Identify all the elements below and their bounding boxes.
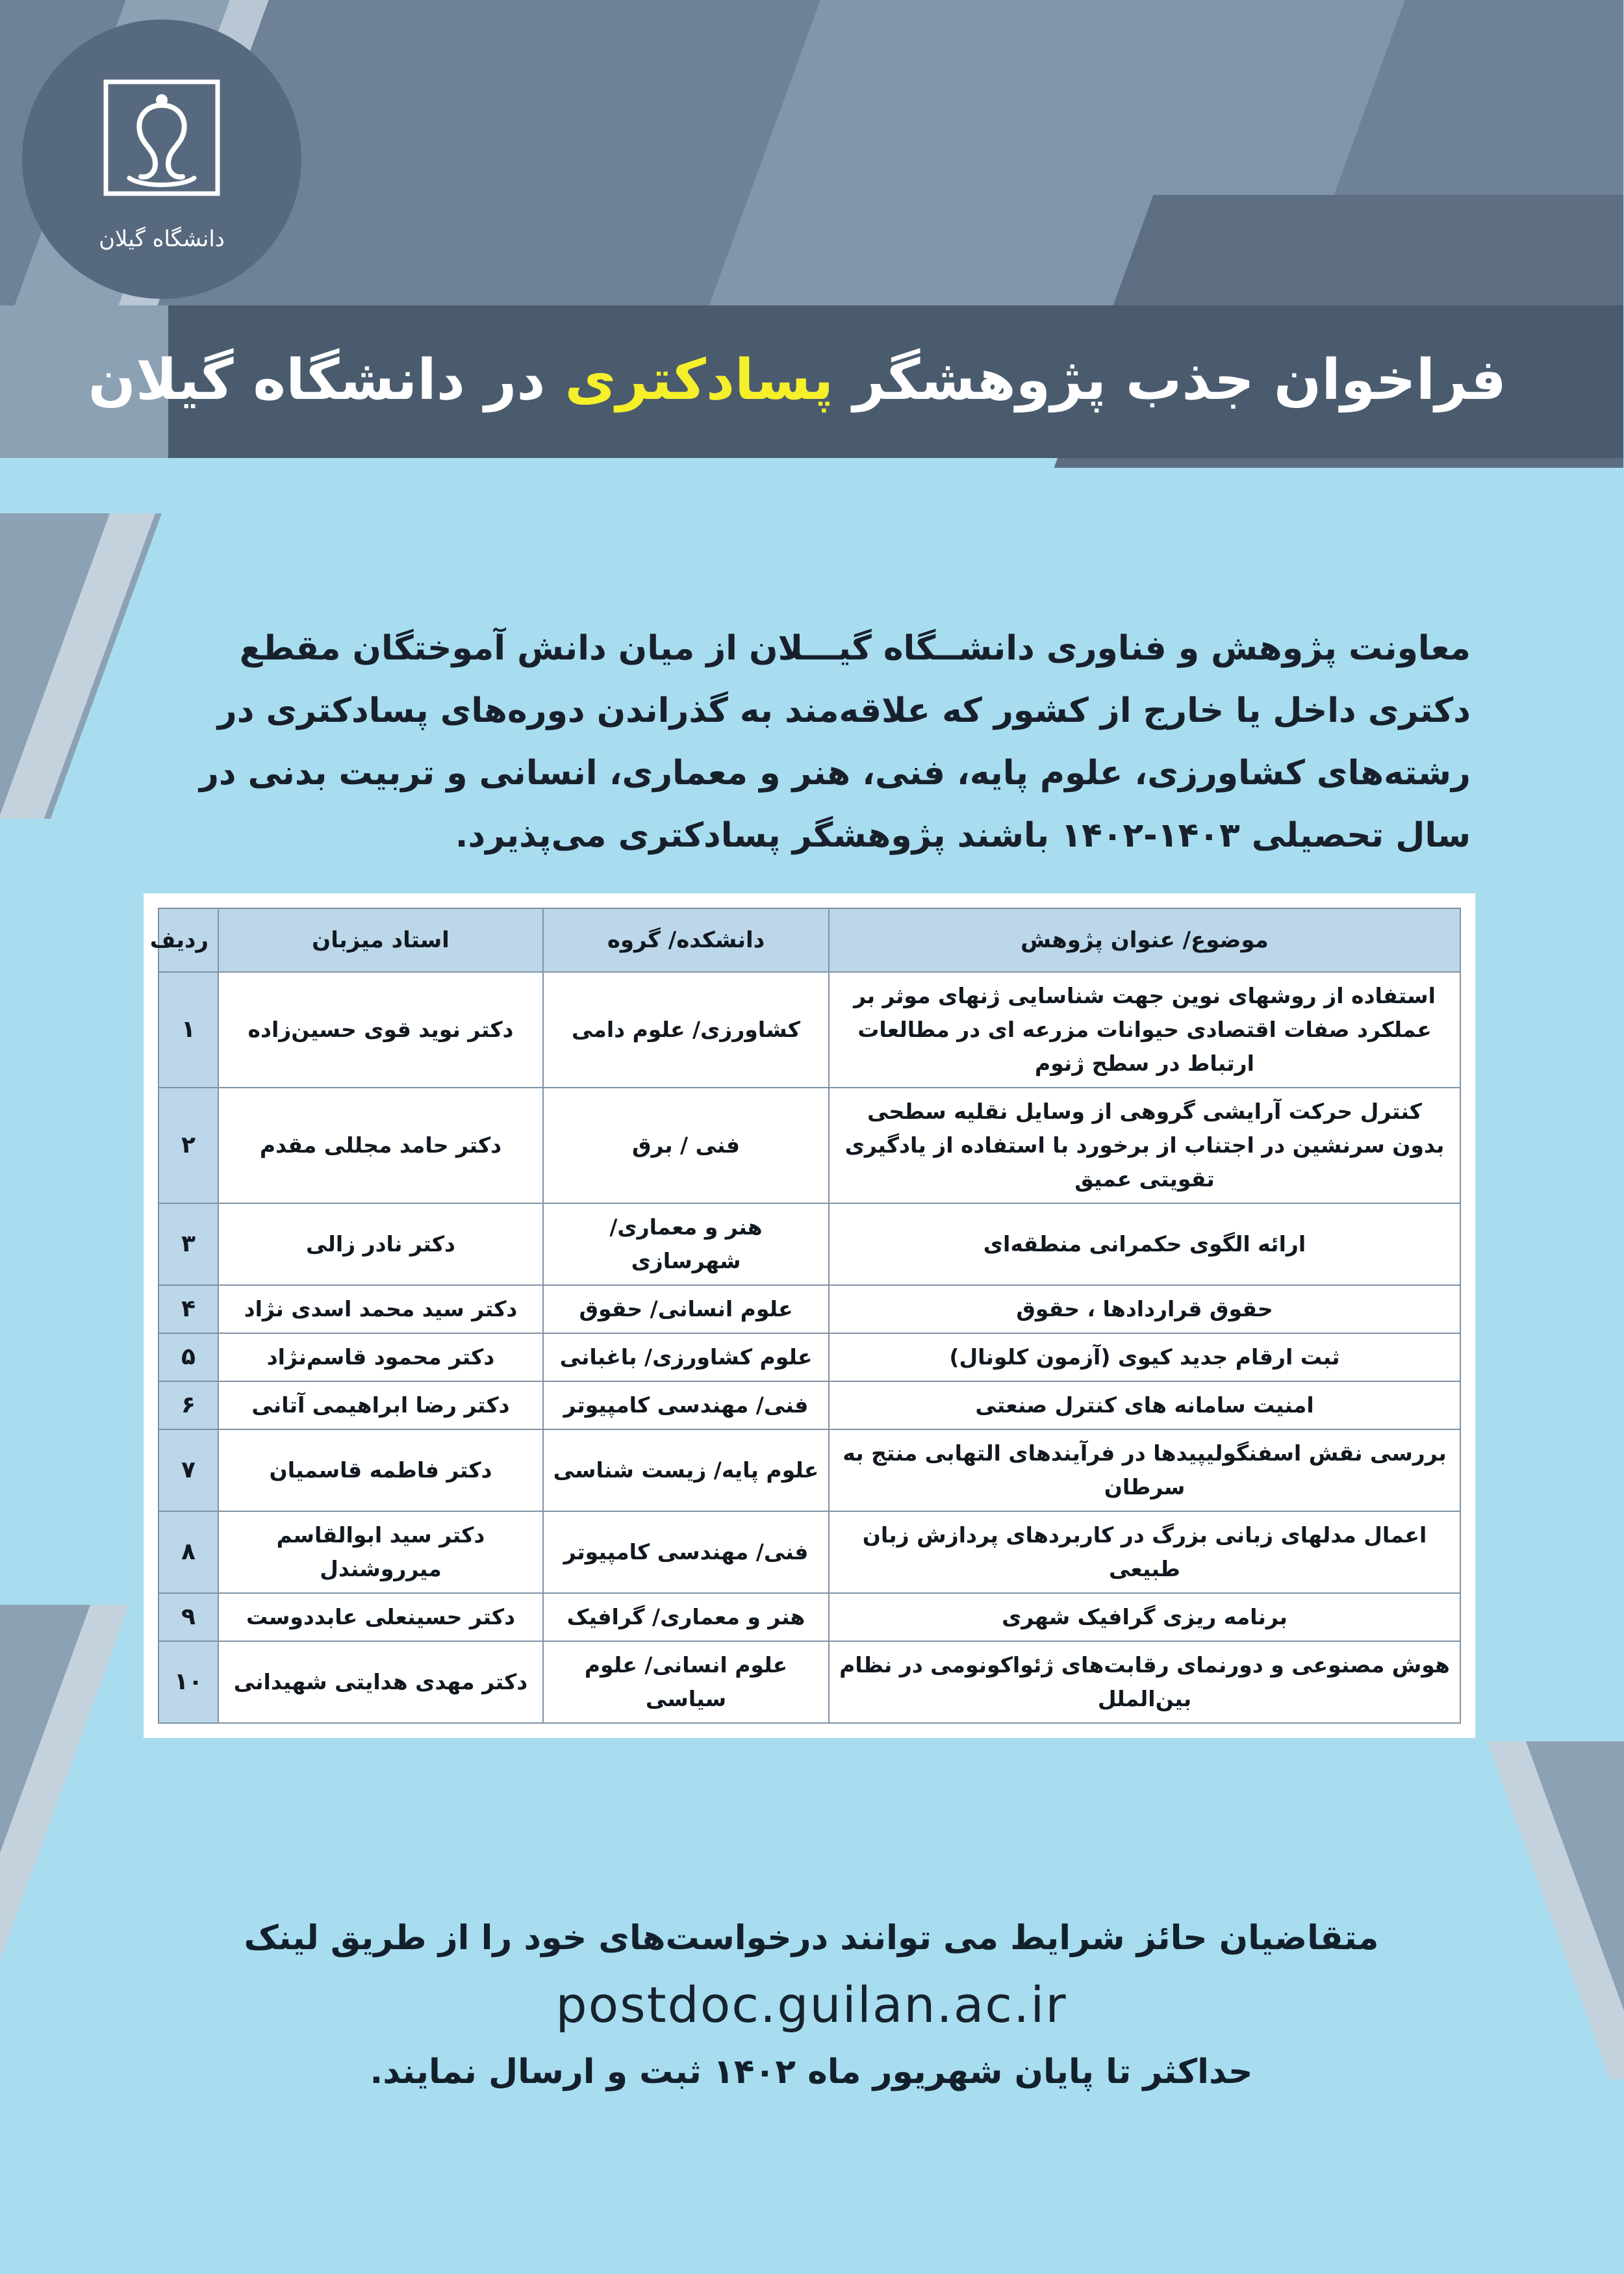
application-link[interactable]: postdoc.guilan.ac.ir — [556, 1976, 1068, 2034]
page-title-accent: پسادکتری — [565, 348, 835, 413]
cell-faculty: علوم پایه/ زیست شناسی — [544, 1429, 830, 1511]
column-header-host: استاد میزبان — [219, 908, 544, 972]
footer-deadline-line: حداکثر تا پایان شهریور ماه ۱۴۰۲ ثبت و ارسال نمایند. — [370, 2052, 1254, 2091]
positions-table — [150, 908, 1462, 1724]
cell-topic: اعمال مدلهای زبانی بزرگ در کاربردهای پردازش زبان طبیعی — [830, 1511, 1461, 1593]
footer — [0, 1910, 1624, 2100]
table-row — [159, 1429, 1461, 1511]
page-title-part-1: فراخوان جذب پژوهشگر — [854, 348, 1507, 413]
cell-host: دکتر نادر زالی — [219, 1203, 544, 1285]
table-row — [159, 1285, 1461, 1333]
cell-index: ۴ — [159, 1285, 219, 1333]
cell-host: دکتر محمود قاسم‌نژاد — [219, 1333, 544, 1381]
page-title-part-2: در دانشگاه گیلان — [88, 348, 546, 413]
table-header — [150, 908, 1461, 972]
cell-host: دکتر سید محمد اسدی نژاد — [219, 1285, 544, 1333]
cell-faculty: فنی/ مهندسی کامپیوتر — [544, 1381, 830, 1429]
cell-host: دکتر فاطمه قاسمیان — [219, 1429, 544, 1511]
table-row — [159, 1641, 1461, 1723]
table-header-row — [159, 908, 1461, 972]
cell-faculty: هنر و معماری/ شهرسازی — [544, 1203, 830, 1285]
table-row — [159, 972, 1461, 1088]
cell-faculty: علوم کشاورزی/ باغبانی — [544, 1333, 830, 1381]
cell-index: ۲ — [159, 1088, 219, 1203]
cell-index: ۷ — [159, 1429, 219, 1511]
cell-host: دکتر رضا ابراهیمی آتانی — [219, 1381, 544, 1429]
cell-index: ۸ — [159, 1511, 219, 1593]
table-row — [159, 1203, 1461, 1285]
table-row — [159, 1511, 1461, 1593]
cell-topic: استفاده از روشهای نوین جهت شناسایی ژنهای موثر بر عملکرد صفات اقتصادی حیوانات مزرعه ای در مطالعات ارتباط در سطح ژنوم — [830, 972, 1461, 1088]
cell-faculty: کشاورزی/ علوم دامی — [544, 972, 830, 1088]
footer-instruction-line: متقاضیان حائز شرایط می توانند درخواست‌های خود را از طریق لینک — [244, 1919, 1380, 1958]
cell-topic: امنیت سامانه های کنترل صنعتی — [830, 1381, 1461, 1429]
cell-index: ۹ — [159, 1593, 219, 1641]
intro-paragraph: معاونت پژوهش و فناوری دانشــگاه گیـــلان از میان دانش آموختگان مقطع دکتری داخل یا خارج از کشور که علاقه‌مند به گذراندن دوره‌های پسادکتری در رشته‌های کشاورزی، علوم پایه، فنی، هنر و معماری، انسانی و تربیت بدنی در سال تحصیلی ۱۴۰۳-۱۴۰۲ باشند پژوهشگر پسادکتری می‌پذیرد. — [199, 629, 1471, 855]
logo-caption: دانشگاه گیلان — [99, 226, 225, 252]
column-header-topic: موضوع/ عنوان پژوهش — [830, 908, 1461, 972]
table-row — [159, 1381, 1461, 1429]
page-header — [0, 0, 1624, 494]
cell-host: دکتر مهدی هدایتی شهیدانی — [219, 1641, 544, 1723]
positions-table-card — [144, 893, 1476, 1738]
table-row — [159, 1593, 1461, 1641]
cell-index: ۱۰ — [159, 1641, 219, 1723]
cell-host: دکتر سید ابوالقاسم میرروشندل — [219, 1511, 544, 1593]
page-title — [88, 325, 1507, 435]
cell-index: ۵ — [159, 1333, 219, 1381]
cell-topic: کنترل حرکت آرایشی گروهی از وسایل نقلیه سطحی بدون سرنشین در اجتناب از برخورد با استفاده از یادگیری تقویتی عمیق — [830, 1088, 1461, 1203]
cell-host: دکتر حامد مجللی مقدم — [219, 1088, 544, 1203]
cell-host: دکتر نوید قوی حسین‌زاده — [219, 972, 544, 1088]
cell-topic: برنامه ریزی گرافیک شهری — [830, 1593, 1461, 1641]
cell-faculty: علوم انسانی/ حقوق — [544, 1285, 830, 1333]
cell-topic: ثبت ارقام جدید کیوی (آزمون کلونال) — [830, 1333, 1461, 1381]
cell-faculty: علوم انسانی/ علوم سیاسی — [544, 1641, 830, 1723]
table-body — [159, 972, 1461, 1723]
cell-faculty: فنی/ مهندسی کامپیوتر — [544, 1511, 830, 1593]
table-row — [159, 1333, 1461, 1381]
column-header-faculty: دانشکده/ گروه — [544, 908, 830, 972]
cell-index: ۱ — [159, 972, 219, 1088]
cell-host: دکتر حسینعلی عابددوست — [219, 1593, 544, 1641]
table-row — [159, 1088, 1461, 1203]
cell-topic: ارائه الگوی حکمرانی منطقه‌ای — [830, 1203, 1461, 1285]
cell-index: ۶ — [159, 1381, 219, 1429]
university-logo — [23, 19, 302, 299]
cell-topic: حقوق قراردادها ، حقوق — [830, 1285, 1461, 1333]
guilan-university-emblem-icon — [84, 66, 240, 222]
cell-faculty: هنر و معماری/ گرافیک — [544, 1593, 830, 1641]
cell-topic: بررسی نقش اسفنگولیپیدها در فرآیندهای التهابی منتج به سرطان — [830, 1429, 1461, 1511]
cell-faculty: فنی / برق — [544, 1088, 830, 1203]
cell-index: ۳ — [159, 1203, 219, 1285]
column-header-index: ردیف — [159, 908, 219, 972]
cell-topic: هوش مصنوعی و دورنمای رقابت‌های ژئواکونومی در نظام بین‌الملل — [830, 1641, 1461, 1723]
